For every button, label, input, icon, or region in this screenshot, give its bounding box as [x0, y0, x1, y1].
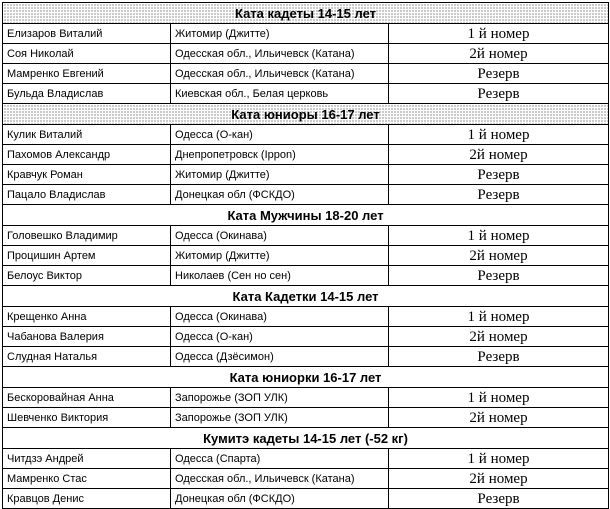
place-cell: 2й номер — [389, 408, 609, 428]
athlete-name-cell: Кулик Виталий — [3, 125, 171, 145]
place-cell: 1 й номер — [389, 125, 609, 145]
athlete-name-cell: Елизаров Виталий — [3, 24, 171, 44]
athlete-row — [3, 307, 609, 327]
athlete-name-cell: Головешко Владимир — [3, 226, 171, 246]
place-cell: 2й номер — [389, 469, 609, 489]
athlete-row — [3, 246, 609, 266]
club-cell: Донецкая обл (ФСКДО) — [171, 489, 389, 509]
results-table — [2, 2, 609, 509]
athlete-row — [3, 347, 609, 367]
place-cell: Резерв — [389, 347, 609, 367]
section-header-row — [3, 3, 609, 24]
place-cell: 2й номер — [389, 327, 609, 347]
athlete-row — [3, 226, 609, 246]
place-cell: 2й номер — [389, 246, 609, 266]
athlete-name-cell: Слудная Наталья — [3, 347, 171, 367]
athlete-name-cell: Чабанова Валерия — [3, 327, 171, 347]
section-header-row — [3, 367, 609, 388]
place-cell: 1 й номер — [389, 24, 609, 44]
club-cell: Одесса (Окинава) — [171, 226, 389, 246]
athlete-row — [3, 145, 609, 165]
athlete-name-cell: Соя Николай — [3, 44, 171, 64]
club-cell: Запорожье (ЗОП УЛК) — [171, 388, 389, 408]
athlete-row — [3, 449, 609, 469]
club-cell: Запорожье (ЗОП УЛК) — [171, 408, 389, 428]
athlete-row — [3, 44, 609, 64]
athlete-row — [3, 165, 609, 185]
club-cell: Одесса (Спарта) — [171, 449, 389, 469]
athlete-name-cell: Белоус Виктор — [3, 266, 171, 286]
section-title: Ката юниоры 16-17 лет — [3, 104, 609, 125]
club-cell: Житомир (Джитте) — [171, 246, 389, 266]
athlete-name-cell: Пацало Владислав — [3, 185, 171, 205]
athlete-name-cell: Бескоровайная Анна — [3, 388, 171, 408]
section-title: Кумитэ кадеты 14-15 лет (-52 кг) — [3, 428, 609, 449]
club-cell: Донецкая обл (ФСКДО) — [171, 185, 389, 205]
athlete-row — [3, 266, 609, 286]
section-title: Ката юниорки 16-17 лет — [3, 367, 609, 388]
athlete-name-cell: Кравчук Роман — [3, 165, 171, 185]
club-cell: Одесса (Окинава) — [171, 307, 389, 327]
place-cell: Резерв — [389, 64, 609, 84]
athlete-name-cell: Процишин Артем — [3, 246, 171, 266]
section-header-row — [3, 286, 609, 307]
place-cell: 1 й номер — [389, 307, 609, 327]
club-cell: Житомир (Джитте) — [171, 165, 389, 185]
athlete-name-cell: Читдзэ Андрей — [3, 449, 171, 469]
section-title: Ката кадеты 14-15 лет — [3, 3, 609, 24]
place-cell: Резерв — [389, 185, 609, 205]
athlete-name-cell: Шевченко Виктория — [3, 408, 171, 428]
club-cell: Киевская обл., Белая церковь — [171, 84, 389, 104]
club-cell: Одесская обл., Ильичевск (Катана) — [171, 44, 389, 64]
athlete-row — [3, 469, 609, 489]
athlete-row — [3, 327, 609, 347]
club-cell: Днепропетровск (Ippon) — [171, 145, 389, 165]
athlete-name-cell: Мамренко Стас — [3, 469, 171, 489]
athlete-row — [3, 388, 609, 408]
athlete-name-cell: Кравцов Денис — [3, 489, 171, 509]
place-cell: 1 й номер — [389, 449, 609, 469]
club-cell: Николаев (Сен но сен) — [171, 266, 389, 286]
club-cell: Житомир (Джитте) — [171, 24, 389, 44]
athlete-row — [3, 408, 609, 428]
results-table-body — [3, 3, 609, 509]
athlete-row — [3, 185, 609, 205]
club-cell: Одесская обл., Ильичевск (Катана) — [171, 469, 389, 489]
athlete-row — [3, 489, 609, 509]
club-cell: Одесса (О-кан) — [171, 125, 389, 145]
section-title: Ката Кадетки 14-15 лет — [3, 286, 609, 307]
athlete-row — [3, 24, 609, 44]
athlete-name-cell: Мамренко Евгений — [3, 64, 171, 84]
section-title: Ката Мужчины 18-20 лет — [3, 205, 609, 226]
club-cell: Одесса (О-кан) — [171, 327, 389, 347]
section-header-row — [3, 428, 609, 449]
athlete-name-cell: Крещенко Анна — [3, 307, 171, 327]
section-header-row — [3, 104, 609, 125]
place-cell: 2й номер — [389, 44, 609, 64]
club-cell: Одесса (Дзёсимон) — [171, 347, 389, 367]
place-cell: Резерв — [389, 266, 609, 286]
section-header-row — [3, 205, 609, 226]
place-cell: Резерв — [389, 165, 609, 185]
athlete-row — [3, 64, 609, 84]
place-cell: Резерв — [389, 84, 609, 104]
place-cell: 1 й номер — [389, 226, 609, 246]
place-cell: 1 й номер — [389, 388, 609, 408]
athlete-name-cell: Бульда Владислав — [3, 84, 171, 104]
athlete-row — [3, 125, 609, 145]
place-cell: Резерв — [389, 489, 609, 509]
athlete-row — [3, 84, 609, 104]
athlete-name-cell: Пахомов Александр — [3, 145, 171, 165]
club-cell: Одесская обл., Ильичевск (Катана) — [171, 64, 389, 84]
place-cell: 2й номер — [389, 145, 609, 165]
